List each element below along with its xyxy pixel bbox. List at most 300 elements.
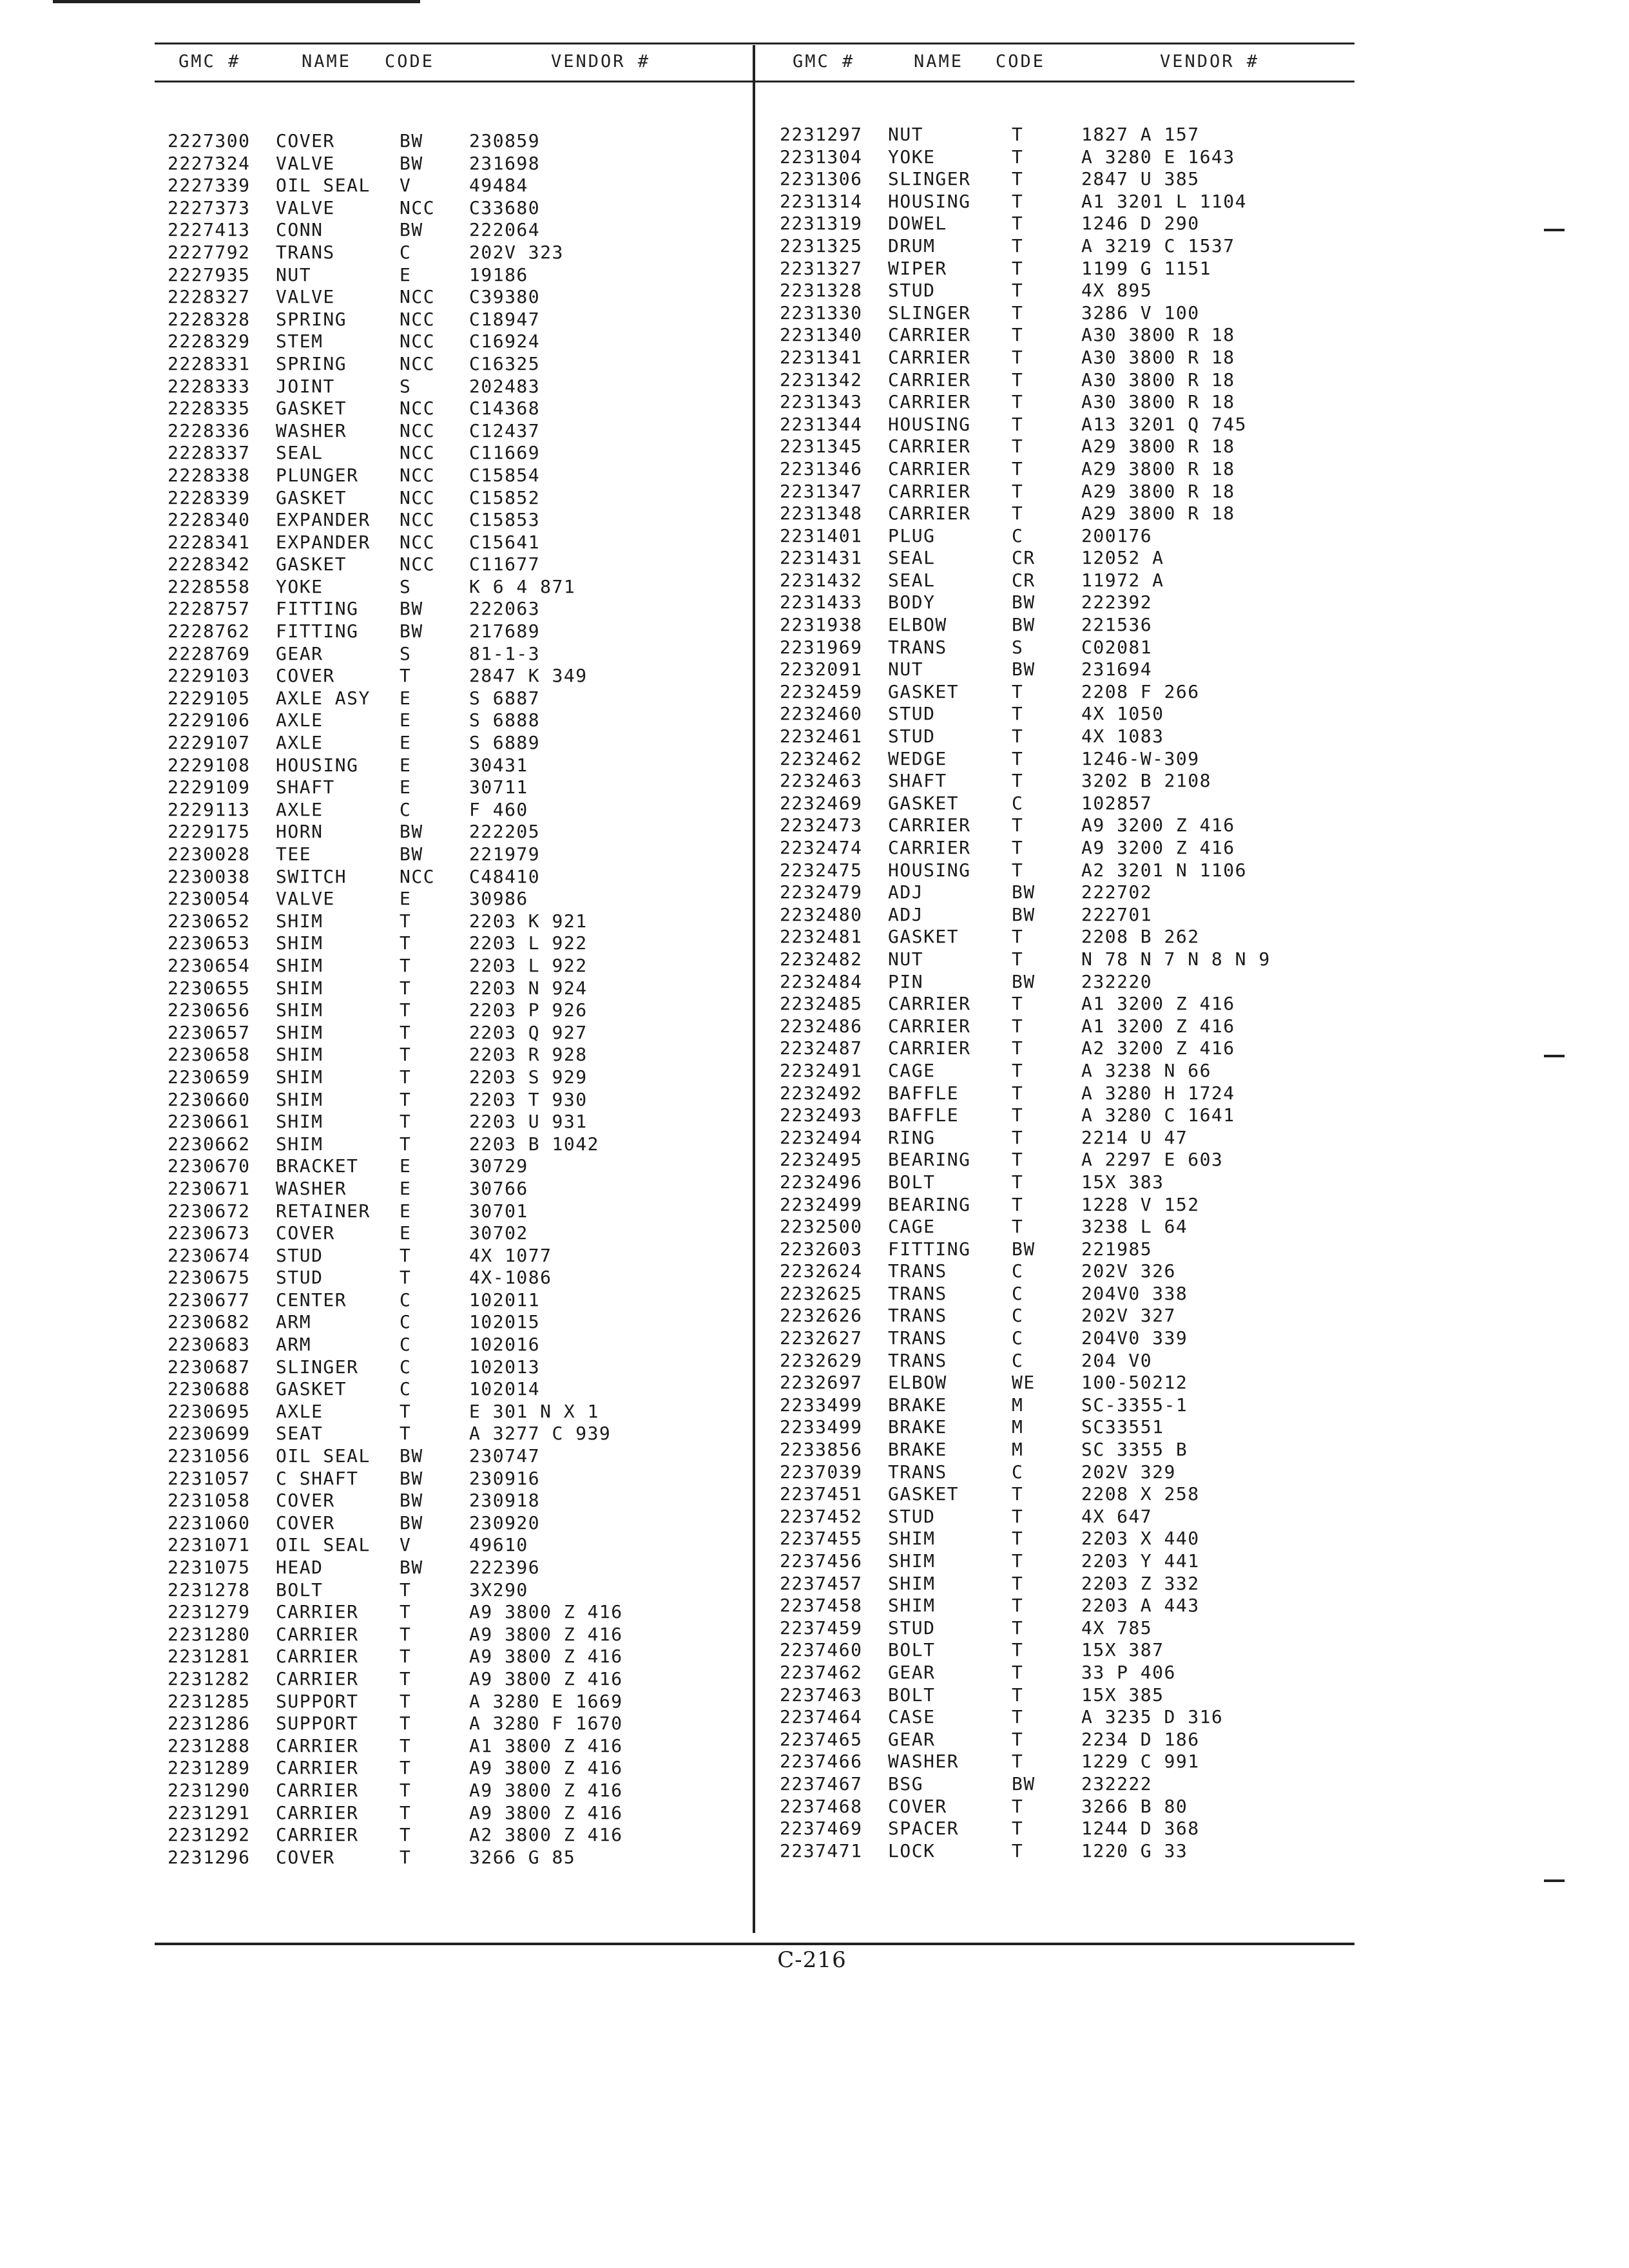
part-name: NUT (276, 264, 312, 285)
vendor-code: T (400, 1066, 412, 1088)
part-number: 2230659 (168, 1066, 251, 1088)
part-name: SPACER (888, 1818, 959, 1840)
table-row (168, 709, 747, 732)
table-row (780, 1305, 1360, 1327)
table-row (780, 814, 1360, 837)
part-number: 2231347 (780, 480, 863, 502)
vendor-code: NCC (400, 531, 436, 553)
vendor-number: 2203 K 921 (469, 910, 588, 932)
vendor-number: 12052 A (1081, 547, 1164, 569)
part-number: 2232627 (780, 1327, 863, 1349)
table-row (780, 168, 1360, 191)
part-number: 2231278 (168, 1579, 251, 1600)
table-row (168, 487, 747, 510)
vendor-number: 30702 (469, 1222, 528, 1244)
vendor-number: 2208 X 258 (1081, 1483, 1200, 1505)
part-number: 2237465 (780, 1728, 863, 1750)
part-number: 2228335 (168, 398, 251, 419)
part-name: CARRIER (276, 1824, 359, 1846)
vendor-number: 102014 (469, 1378, 541, 1400)
vendor-number: 3202 B 2108 (1081, 770, 1211, 792)
vendor-number: 2203 P 926 (469, 999, 588, 1021)
part-number: 2230028 (168, 843, 251, 865)
part-name: GASKET (888, 1483, 959, 1505)
vendor-number: 2203 B 1042 (469, 1133, 599, 1155)
table-row (780, 1439, 1360, 1461)
part-name: GASKET (276, 553, 347, 575)
part-number: 2228329 (168, 331, 251, 352)
vendor-number: 221985 (1081, 1238, 1153, 1260)
vendor-code: BW (1012, 970, 1036, 992)
part-number: 2230687 (168, 1356, 251, 1378)
table-row (780, 1461, 1360, 1484)
part-number: 2229109 (168, 776, 251, 798)
part-name: SHIM (276, 954, 323, 976)
vendor-code: T (400, 1044, 412, 1066)
vendor-code: C (400, 241, 412, 263)
vendor-code: T (400, 1779, 412, 1801)
part-number: 2232492 (780, 1082, 863, 1104)
vendor-code: BW (400, 130, 423, 151)
part-number: 2230654 (168, 954, 251, 976)
vendor-code: T (1012, 146, 1024, 168)
part-number: 2233499 (780, 1394, 863, 1416)
vendor-number: 30711 (469, 776, 528, 798)
part-number: 2237455 (780, 1528, 863, 1550)
part-number: 2231075 (168, 1557, 251, 1578)
vendor-code: CR (1012, 547, 1036, 569)
part-number: 2230670 (168, 1155, 251, 1177)
margin-tick-mark (1544, 1055, 1565, 1057)
vendor-number: C11677 (469, 553, 541, 575)
part-name: GEAR (888, 1661, 936, 1683)
vendor-code: T (1012, 302, 1024, 323)
vendor-number: 4X 785 (1081, 1617, 1153, 1639)
table-row (168, 242, 747, 264)
vendor-number: A9 3800 Z 416 (469, 1802, 623, 1823)
part-number: 2228331 (168, 352, 251, 374)
part-name: GASKET (276, 486, 347, 508)
table-row (780, 258, 1360, 280)
table-row (168, 1624, 747, 1646)
part-name: SEAT (276, 1423, 323, 1445)
vendor-number: 30701 (469, 1200, 528, 1222)
vendor-code: V (400, 175, 412, 197)
part-number: 2233856 (780, 1439, 863, 1461)
table-row (168, 1289, 747, 1312)
part-number: 2227413 (168, 219, 251, 241)
part-number: 2230657 (168, 1021, 251, 1043)
vendor-number: A 3235 D 316 (1081, 1706, 1224, 1728)
part-number: 2231431 (780, 547, 863, 569)
vendor-code: BW (1012, 658, 1036, 680)
header-name: NAME (302, 52, 352, 72)
table-row (780, 793, 1360, 815)
vendor-code: BW (400, 821, 423, 843)
part-number: 2231058 (168, 1490, 251, 1512)
vendor-number: 2203 L 922 (469, 954, 588, 976)
part-name: CARRIER (276, 1646, 359, 1667)
vendor-number: 2203 Y 441 (1081, 1550, 1200, 1571)
part-number: 2231433 (780, 591, 863, 613)
table-row (168, 1601, 747, 1624)
part-name: CARRIER (888, 391, 971, 413)
vendor-code: BW (1012, 591, 1036, 613)
part-number: 2231341 (780, 346, 863, 368)
vendor-code: NCC (400, 464, 436, 486)
vendor-code: T (400, 1623, 412, 1645)
part-name: DRUM (888, 235, 936, 256)
vendor-code: C (1012, 1282, 1024, 1304)
vendor-number: 221536 (1081, 614, 1153, 636)
part-number: 2237452 (780, 1505, 863, 1527)
table-row (780, 658, 1360, 681)
vendor-number: A29 3800 R 18 (1081, 436, 1235, 457)
part-name: TRANS (888, 1305, 947, 1327)
part-name: CARRIER (888, 1015, 971, 1037)
part-number: 2231401 (780, 524, 863, 546)
part-name: TRANS (888, 1461, 947, 1483)
part-name: ELBOW (888, 614, 947, 636)
vendor-code: T (400, 1690, 412, 1712)
part-name: GEAR (888, 1728, 936, 1750)
header-vendor: VENDOR # (551, 52, 651, 72)
vendor-code: T (1012, 124, 1024, 145)
part-name: WIPER (888, 257, 947, 279)
vendor-number: C15854 (469, 464, 541, 486)
vendor-code: T (1012, 770, 1024, 792)
vendor-code: T (1012, 1171, 1024, 1193)
table-row (168, 1401, 747, 1423)
part-number: 2232091 (780, 658, 863, 680)
table-row (780, 547, 1360, 570)
part-name: DOWEL (888, 213, 947, 235)
vendor-code: V (400, 1534, 412, 1556)
vendor-code: E (400, 709, 412, 731)
part-number: 2232625 (780, 1282, 863, 1304)
table-row (168, 1691, 747, 1713)
part-name: AXLE (276, 732, 323, 754)
header-top-rule (155, 43, 1354, 44)
part-name: GASKET (276, 1378, 347, 1400)
vendor-code: T (1012, 1015, 1024, 1037)
table-row (780, 1528, 1360, 1550)
vendor-number: A 3277 C 939 (469, 1423, 612, 1445)
table-row (168, 843, 747, 866)
vendor-code: BW (400, 1490, 423, 1512)
part-name: CARRIER (276, 1667, 359, 1689)
part-name: NUT (888, 948, 924, 970)
vendor-code: C (1012, 524, 1024, 546)
vendor-number: C15852 (469, 486, 541, 508)
part-number: 2230682 (168, 1311, 251, 1333)
part-number: 2229175 (168, 821, 251, 843)
part-number: 2231285 (168, 1690, 251, 1712)
table-row (780, 1015, 1360, 1038)
part-name: YOKE (276, 575, 323, 597)
part-number: 2231288 (168, 1735, 251, 1756)
table-row (168, 1534, 747, 1557)
part-name: CAGE (888, 1059, 936, 1081)
part-number: 2232461 (780, 726, 863, 747)
vendor-code: BW (400, 1467, 423, 1489)
vendor-code: T (1012, 1840, 1024, 1861)
vendor-code: S (400, 642, 412, 664)
vendor-number: A30 3800 R 18 (1081, 346, 1235, 368)
vendor-code: C (400, 1378, 412, 1400)
table-row (780, 1394, 1360, 1417)
table-row (168, 821, 747, 843)
part-number: 2231291 (168, 1802, 251, 1823)
part-number: 2237459 (780, 1617, 863, 1639)
vendor-code: T (400, 1088, 412, 1110)
table-row (780, 302, 1360, 325)
table-row (168, 1178, 747, 1200)
part-number: 2232479 (780, 881, 863, 903)
table-row (780, 1506, 1360, 1528)
vendor-code: C (1012, 792, 1024, 814)
part-number: 2230677 (168, 1289, 251, 1311)
vendor-code: E (400, 687, 412, 709)
table-row (780, 369, 1360, 392)
vendor-code: T (1012, 257, 1024, 279)
table-row (780, 1773, 1360, 1796)
vendor-code: T (1012, 993, 1024, 1015)
table-row (168, 576, 747, 599)
table-row (780, 926, 1360, 948)
part-number: 2228340 (168, 509, 251, 531)
part-name: CARRIER (888, 1037, 971, 1059)
vendor-code: T (1012, 369, 1024, 390)
vendor-code: E (400, 1200, 412, 1222)
part-name: WEDGE (888, 747, 947, 769)
table-row (780, 391, 1360, 414)
table-row (780, 1127, 1360, 1149)
part-name: SHIM (276, 910, 323, 932)
vendor-number: 3286 V 100 (1081, 302, 1200, 323)
header-gmc: GMC # (793, 52, 855, 72)
part-number: 2231281 (168, 1646, 251, 1667)
table-row (780, 1037, 1360, 1060)
vendor-code: T (1012, 1216, 1024, 1238)
vendor-code: T (1012, 436, 1024, 457)
table-row (168, 1802, 747, 1825)
vendor-code: E (400, 732, 412, 754)
vendor-code: T (1012, 703, 1024, 725)
vendor-code: T (400, 1667, 412, 1689)
margin-tick-mark (1544, 1879, 1565, 1882)
part-name: CARRIER (276, 1779, 359, 1801)
part-number: 2230671 (168, 1177, 251, 1199)
vendor-number: A 2297 E 603 (1081, 1149, 1224, 1171)
vendor-number: 102013 (469, 1356, 541, 1378)
vendor-code: C (400, 1356, 412, 1378)
part-number: 2232459 (780, 680, 863, 702)
table-row (168, 1423, 747, 1445)
vendor-number: A29 3800 R 18 (1081, 503, 1235, 524)
part-name: BODY (888, 591, 936, 613)
table-row (780, 280, 1360, 302)
part-name: STEM (276, 331, 323, 352)
part-name: PLUG (888, 524, 936, 546)
vendor-number: 202483 (469, 375, 541, 397)
table-row (780, 904, 1360, 927)
table-bottom-rule (155, 1943, 1354, 1945)
part-name: SEAL (888, 547, 936, 569)
part-number: 2231432 (780, 569, 863, 591)
part-name: SHIM (276, 1044, 323, 1066)
part-number: 2237464 (780, 1706, 863, 1728)
part-name: HOUSING (276, 754, 359, 776)
table-row (780, 1639, 1360, 1662)
part-name: EXPANDER (276, 509, 371, 531)
vendor-code: E (400, 1222, 412, 1244)
part-number: 2231071 (168, 1534, 251, 1556)
vendor-code: T (400, 1846, 412, 1868)
table-row (168, 1311, 747, 1334)
part-name: TRANS (888, 636, 947, 658)
vendor-number: 4X 1077 (469, 1244, 552, 1266)
vendor-number: 2203 L 922 (469, 932, 588, 954)
table-row (168, 1579, 747, 1602)
part-name: NUT (888, 658, 924, 680)
part-number: 2231297 (780, 124, 863, 145)
part-name: SHIM (276, 999, 323, 1021)
vendor-code: BW (400, 598, 423, 620)
table-row (168, 1334, 747, 1356)
vendor-code: T (400, 1713, 412, 1735)
part-name: BOLT (888, 1171, 936, 1193)
part-name: HOUSING (888, 859, 971, 881)
table-row (168, 532, 747, 554)
vendor-number: 222063 (469, 598, 541, 620)
part-number: 2232494 (780, 1126, 863, 1148)
part-number: 2232499 (780, 1193, 863, 1215)
part-name: SEAL (888, 569, 936, 591)
vendor-code: T (400, 999, 412, 1021)
table-row (780, 591, 1360, 614)
part-name: HORN (276, 821, 323, 843)
vendor-number: A 3280 E 1643 (1081, 146, 1235, 168)
part-name: EXPANDER (276, 531, 371, 553)
part-name: VALVE (276, 152, 335, 174)
part-name: SHIM (888, 1528, 936, 1550)
vendor-code: C (1012, 1260, 1024, 1282)
vendor-code: T (400, 910, 412, 932)
vendor-code: T (1012, 1149, 1024, 1171)
table-row (168, 1490, 747, 1512)
part-number: 2231060 (168, 1512, 251, 1533)
vendor-number: C15853 (469, 509, 541, 531)
vendor-number: 230918 (469, 1490, 541, 1512)
vendor-number: 102016 (469, 1334, 541, 1356)
vendor-code: T (400, 1646, 412, 1667)
vendor-code: T (1012, 168, 1024, 190)
part-name: CARRIER (888, 369, 971, 390)
vendor-number: 102015 (469, 1311, 541, 1333)
vendor-number: 2203 R 928 (469, 1044, 588, 1066)
part-name: CARRIER (888, 346, 971, 368)
part-name: BRAKE (888, 1439, 947, 1461)
vendor-code: T (400, 1824, 412, 1846)
part-name: TRANS (276, 241, 335, 263)
part-name: HOUSING (888, 190, 971, 212)
vendor-number: N 78 N 7 N 8 N 9 (1081, 948, 1271, 970)
table-row (780, 748, 1360, 771)
part-name: STUD (888, 726, 936, 747)
part-name: STUD (276, 1244, 323, 1266)
part-name: ELBOW (888, 1372, 947, 1394)
table-row (780, 1082, 1360, 1105)
part-number: 2227792 (168, 241, 251, 263)
vendor-code: T (400, 1267, 412, 1289)
vendor-number: 30431 (469, 754, 528, 776)
part-name: CENTER (276, 1289, 347, 1311)
part-number: 2229106 (168, 709, 251, 731)
part-name: GASKET (888, 680, 959, 702)
vendor-code: BW (400, 1557, 423, 1578)
vendor-code: T (1012, 1059, 1024, 1081)
part-name: SHIM (276, 1088, 323, 1110)
table-row (780, 770, 1360, 793)
vendor-code: E (400, 1177, 412, 1199)
vendor-number: 2203 Z 332 (1081, 1572, 1200, 1594)
table-row (168, 1780, 747, 1802)
table-row (168, 799, 747, 822)
table-row (168, 1378, 747, 1401)
part-number: 2237462 (780, 1661, 863, 1683)
vendor-number: 217689 (469, 620, 541, 642)
table-row (168, 1445, 747, 1468)
vendor-code: E (400, 754, 412, 776)
part-name: RING (888, 1126, 936, 1148)
part-number: 2230672 (168, 1200, 251, 1222)
vendor-code: T (1012, 235, 1024, 256)
table-row (168, 620, 747, 643)
part-name: BRAKE (888, 1416, 947, 1438)
vendor-number: 81-1-3 (469, 642, 541, 664)
vendor-number: 2847 K 349 (469, 665, 588, 687)
vendor-number: 230747 (469, 1445, 541, 1467)
vendor-number: 2847 U 385 (1081, 168, 1200, 190)
table-row (168, 197, 747, 220)
vendor-number: C14368 (469, 398, 541, 419)
table-row (168, 866, 747, 889)
vendor-code: BW (400, 843, 423, 865)
part-name: BRAKE (888, 1394, 947, 1416)
part-name: SPRING (276, 308, 347, 330)
table-row (168, 1245, 747, 1267)
table-row (168, 1089, 747, 1111)
table-row (780, 1372, 1360, 1394)
part-number: 2231969 (780, 636, 863, 658)
part-number: 2232475 (780, 859, 863, 881)
table-row (168, 1735, 747, 1758)
table-row (780, 503, 1360, 525)
part-number: 2237468 (780, 1795, 863, 1817)
table-row (168, 509, 747, 532)
part-name: SPRING (276, 352, 347, 374)
vendor-number: 30729 (469, 1155, 528, 1177)
part-number: 2232469 (780, 792, 863, 814)
vendor-number: 102857 (1081, 792, 1153, 814)
vendor-number: A9 3800 Z 416 (469, 1779, 623, 1801)
part-number: 2231290 (168, 1779, 251, 1801)
table-row (168, 598, 747, 620)
part-number: 2231304 (780, 146, 863, 168)
part-number: 2232484 (780, 970, 863, 992)
part-name: ARM (276, 1311, 312, 1333)
